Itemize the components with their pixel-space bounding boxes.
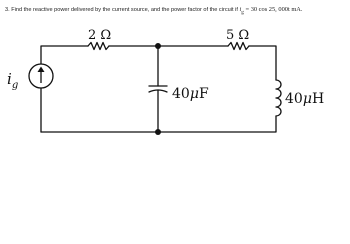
inductor-label — [285, 91, 324, 107]
r2-label: 5 Ω — [226, 28, 250, 43]
resistor-5-ohm — [228, 43, 249, 50]
inductor-unit-prefix: μ — [302, 91, 312, 107]
inductor-unit: H — [311, 91, 325, 107]
capacitor-value: 40 — [172, 86, 190, 102]
source-equation: = 30 cos 25, 000t mA. — [243, 6, 303, 13]
r1-label: 2 Ω — [88, 28, 112, 43]
problem-text: 3. Find the reactive power delivered by the current source, and the power factor of the circuit if — [5, 7, 240, 13]
source-label-symbol: i — [7, 70, 12, 88]
inductor-value: 40 — [285, 91, 303, 107]
bottom-junction-node — [155, 129, 161, 135]
top-junction-node — [155, 43, 161, 49]
capacitor-label — [172, 86, 209, 102]
source-variable: i — [239, 6, 242, 13]
capacitor-unit: F — [198, 86, 209, 102]
source-label — [7, 70, 18, 91]
source-label-sub: g — [11, 80, 19, 91]
source-subscript: g — [241, 9, 244, 16]
capacitor-unit-prefix: μ — [189, 86, 199, 102]
resistor-2-ohm — [88, 43, 109, 50]
top-left-wire — [41, 46, 88, 64]
inductor-coil — [276, 80, 281, 116]
top-right-wire — [249, 46, 276, 80]
